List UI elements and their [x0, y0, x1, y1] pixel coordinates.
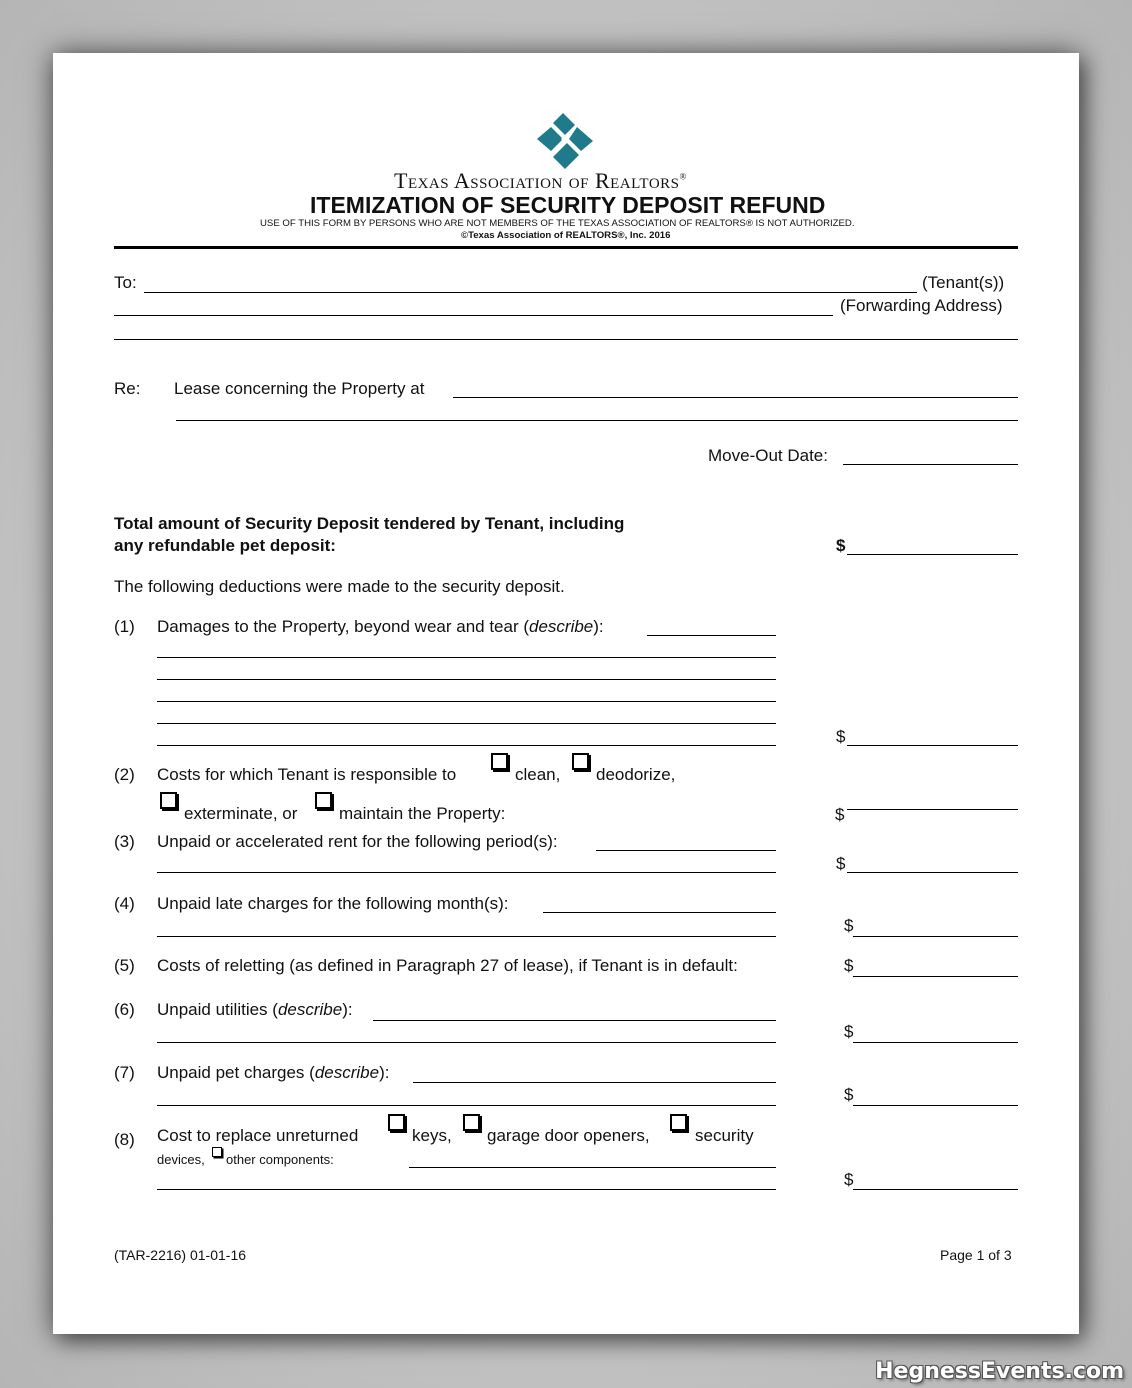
forwarding-address-field-2[interactable] — [114, 339, 1018, 340]
item-3-label: Unpaid or accelerated rent for the following period(s): — [157, 832, 558, 851]
item-4-amount-field[interactable] — [853, 936, 1018, 937]
maintain-checkbox[interactable] — [315, 792, 332, 809]
item-3-period-line[interactable] — [157, 872, 776, 873]
item-6-dollar-sign: $ — [844, 1022, 854, 1041]
item-3-period-field[interactable] — [596, 850, 776, 851]
watermark: HegnessEvents.com — [875, 1359, 1124, 1384]
item-1-description-line[interactable] — [157, 657, 776, 658]
copyright: ©Texas Association of REALTORS®, Inc. 2016 — [461, 230, 671, 241]
item-2-label: Costs for which Tenant is responsible to — [157, 765, 457, 784]
item-6-number: (6) — [114, 1000, 135, 1019]
security-devices-label-cont: devices, — [157, 1152, 205, 1167]
security-devices-checkbox[interactable] — [670, 1114, 687, 1131]
property-address-field[interactable] — [453, 397, 1018, 398]
realtors-logo — [533, 111, 597, 173]
item-1-amount-field[interactable] — [847, 745, 1018, 746]
item-4-label: Unpaid late charges for the following month(s): — [157, 894, 509, 913]
item-1-label: Damages to the Property, beyond wear and tear (describe): — [157, 617, 604, 636]
item-7-description-field[interactable] — [413, 1082, 776, 1083]
item-1-description-line[interactable] — [157, 679, 776, 680]
lease-label: Lease concerning the Property at — [174, 379, 425, 398]
security-devices-label: security — [695, 1126, 754, 1145]
move-out-label: Move-Out Date: — [708, 446, 828, 465]
item-8-label: Cost to replace unreturned — [157, 1126, 359, 1145]
deposit-label-line1: Total amount of Security Deposit tendered by Tenant, including — [114, 514, 625, 533]
item-5-number: (5) — [114, 956, 135, 975]
clean-label: clean, — [515, 765, 561, 784]
item-5-label: Costs of reletting (as defined in Paragraph 27 of lease), if Tenant is in default: — [157, 956, 738, 975]
header-rule — [114, 246, 1018, 249]
property-address-field-2[interactable] — [176, 420, 1018, 421]
item-8-description-line[interactable] — [157, 1189, 776, 1190]
item-1-description-line[interactable] — [157, 723, 776, 724]
deposit-label-line2: any refundable pet deposit: — [114, 536, 336, 555]
item-6-description-field[interactable] — [373, 1020, 776, 1021]
item-7-number: (7) — [114, 1063, 135, 1082]
item-2-amount-field[interactable] — [847, 809, 1018, 810]
deductions-intro: The following deductions were made to the security deposit. — [114, 577, 565, 596]
item-1-dollar-sign: $ — [836, 727, 846, 746]
item-7-dollar-sign: $ — [844, 1085, 854, 1104]
tenant-name-field[interactable] — [144, 292, 917, 293]
page-number: Page 1 of 3 — [940, 1247, 1012, 1263]
item-6-amount-field[interactable] — [853, 1042, 1018, 1043]
deposit-amount-field[interactable] — [847, 554, 1018, 555]
exterminate-label: exterminate, or — [184, 804, 298, 823]
forwarding-address-label: (Forwarding Address) — [840, 296, 1003, 315]
exterminate-checkbox[interactable] — [160, 792, 177, 809]
item-3-amount-field[interactable] — [847, 872, 1018, 873]
item-3-number: (3) — [114, 832, 135, 851]
deodorize-label: deodorize, — [596, 765, 676, 784]
keys-label: keys, — [412, 1126, 452, 1145]
usage-notice: USE OF THIS FORM BY PERSONS WHO ARE NOT MEMBERS OF THE TEXAS ASSOCIATION OF REALTORS® IS NOT AUTHORIZED. — [260, 218, 855, 229]
item-8-amount-field[interactable] — [853, 1189, 1018, 1190]
clean-checkbox[interactable] — [491, 753, 508, 770]
item-2-number: (2) — [114, 765, 135, 784]
item-7-label: Unpaid pet charges (describe): — [157, 1063, 390, 1082]
item-8-dollar-sign: $ — [844, 1170, 854, 1189]
deodorize-checkbox[interactable] — [572, 753, 589, 770]
item-5-dollar-sign: $ — [844, 956, 854, 975]
item-3-dollar-sign: $ — [836, 854, 846, 873]
deposit-dollar-sign: $ — [836, 536, 846, 555]
item-6-description-line[interactable] — [157, 1042, 776, 1043]
item-4-number: (4) — [114, 894, 135, 913]
tenant-label: (Tenant(s)) — [922, 273, 1005, 292]
item-7-amount-field[interactable] — [853, 1105, 1018, 1106]
item-5-amount-field[interactable] — [853, 976, 1018, 977]
to-label: To: — [114, 273, 137, 292]
item-1-description-field[interactable] — [647, 635, 776, 636]
item-4-dollar-sign: $ — [844, 916, 854, 935]
item-4-months-line[interactable] — [157, 936, 776, 937]
garage-door-openers-checkbox[interactable] — [463, 1114, 480, 1131]
item-1-description-line[interactable] — [157, 701, 776, 702]
other-components-field[interactable] — [409, 1167, 776, 1168]
keys-checkbox[interactable] — [388, 1114, 405, 1131]
item-7-description-line[interactable] — [157, 1105, 776, 1106]
item-1-description-line[interactable] — [157, 745, 776, 746]
forwarding-address-field[interactable] — [114, 315, 833, 316]
item-2-dollar-sign: $ — [835, 805, 845, 824]
re-label: Re: — [114, 379, 141, 398]
maintain-label: maintain the Property: — [339, 804, 506, 823]
form-title: ITEMIZATION OF SECURITY DEPOSIT REFUND — [310, 192, 826, 218]
item-8-number: (8) — [114, 1130, 135, 1149]
other-components-label: other components: — [226, 1152, 334, 1167]
organization-name: Texas Association of Realtors® — [394, 168, 687, 193]
form-page — [53, 53, 1079, 1334]
item-1-number: (1) — [114, 617, 135, 636]
item-4-months-field[interactable] — [543, 912, 776, 913]
form-id: (TAR-2216) 01-01-16 — [114, 1247, 247, 1263]
item-6-label: Unpaid utilities (describe): — [157, 1000, 353, 1019]
other-components-checkbox[interactable] — [212, 1147, 222, 1157]
garage-door-openers-label: garage door openers, — [487, 1126, 650, 1145]
move-out-date-field[interactable] — [843, 464, 1018, 465]
